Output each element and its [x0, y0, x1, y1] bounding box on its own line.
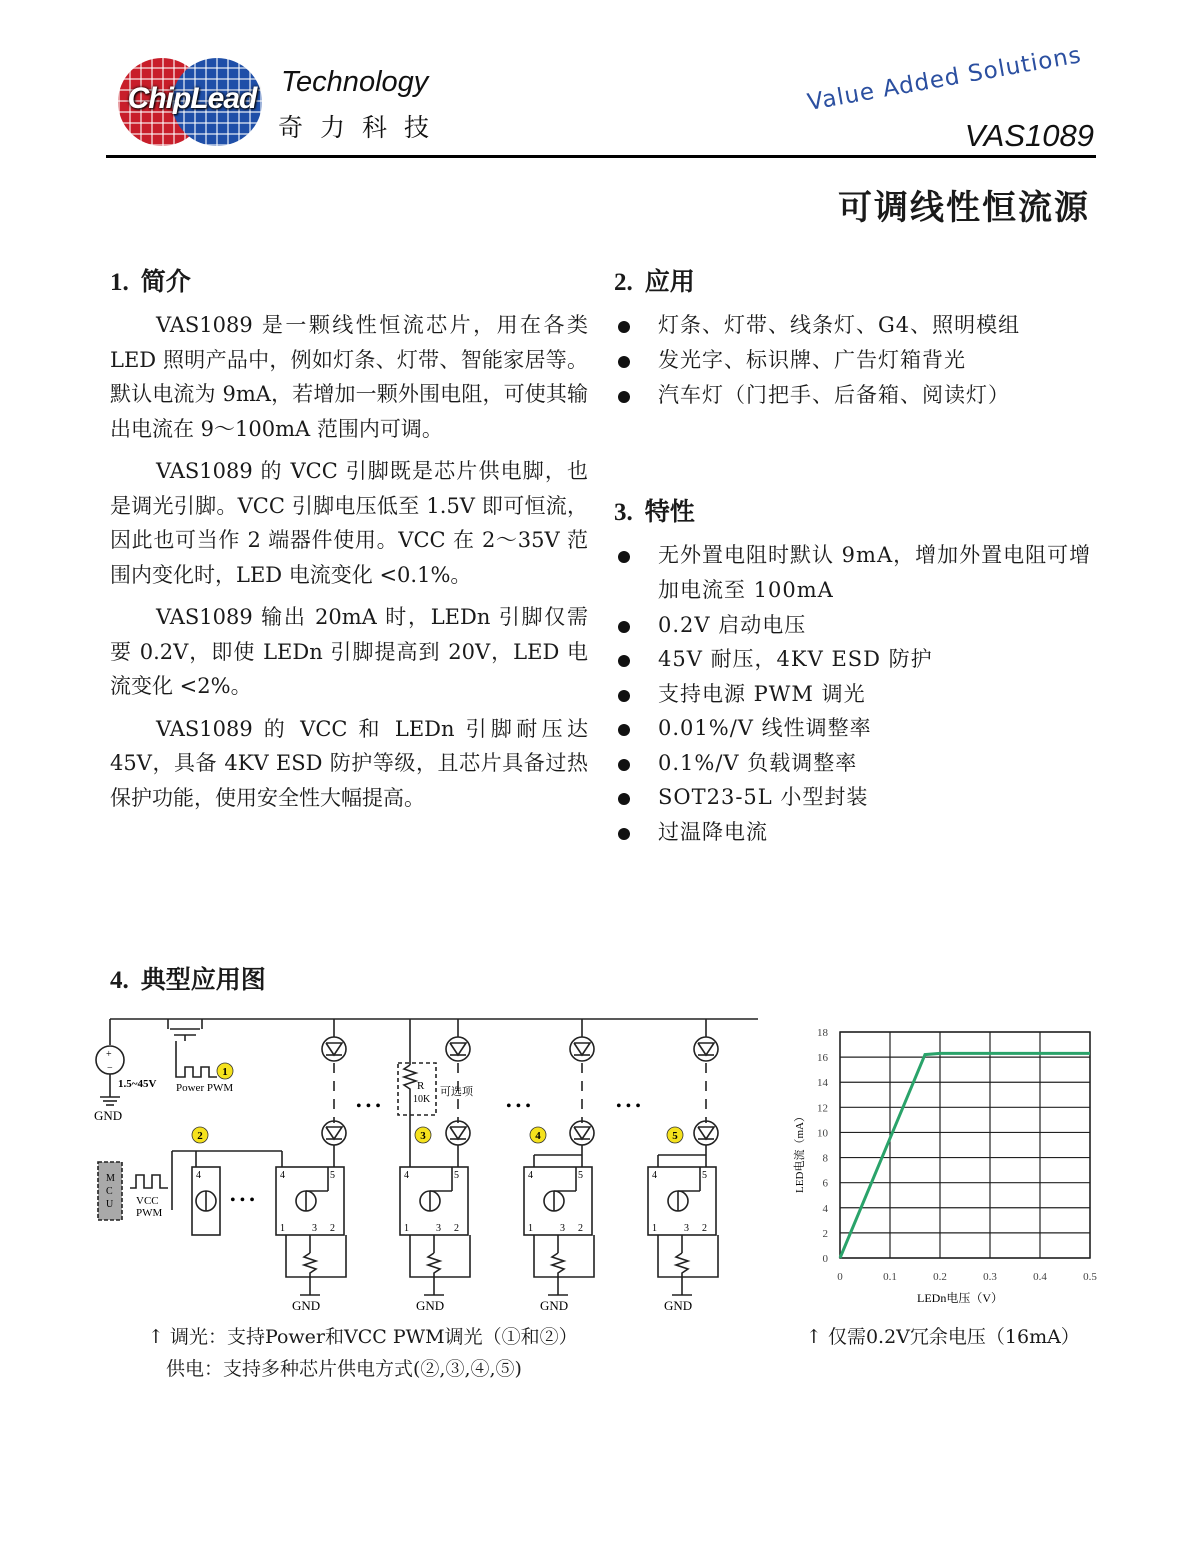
chart-caption: ↑ 仅需0.2V冗余电压（16mA）: [806, 1326, 1080, 1348]
pin-label: 3: [684, 1223, 689, 1234]
ellipsis: • • •: [616, 1098, 641, 1115]
marker-label: 5: [672, 1130, 678, 1142]
feature-text: 0.01%/V 线性调整率: [658, 716, 872, 740]
pin-label: 4: [280, 1170, 285, 1181]
chart-y-tick-label: 10: [817, 1127, 828, 1140]
header-divider: [106, 155, 1096, 158]
intro-paragraph: VAS1089 的 VCC 引脚既是芯片供电脚，也是调光引脚。VCC 引脚电压低至 1.5V 即可恒流，因此也可当作 2 端器件使用。VCC 在 2～35V 范围内变化时，LED 电流变化 <0.1%。: [110, 459, 588, 587]
iv-curve-chart: [780, 1010, 1110, 1310]
section-apps-heading: [614, 262, 695, 298]
pin-label: 4: [528, 1170, 533, 1181]
feature-list-item: [618, 746, 1098, 781]
section-number: 4.: [110, 967, 129, 994]
bullet-icon: [618, 391, 630, 403]
feature-list-item: [618, 642, 1098, 677]
intro-paragraph: VAS1089 输出 20mA 时，LEDn 引脚仅需要 0.2V，即使 LEDn 引脚提高到 20V，LED 电流变化 <2%。: [110, 605, 588, 698]
feature-list-item: [618, 538, 1098, 607]
intro-paragraph: VAS1089 是一颗线性恒流芯片，用在各类 LED 照明产品中，例如灯条、灯带、智能家居等。默认电流为 9mA，若增加一颗外围电阻，可使其输出电流在 9～100mA 范围内可调。: [110, 313, 588, 441]
pin-label: 2: [702, 1223, 707, 1234]
chart-y-tick-label: 14: [817, 1077, 828, 1090]
section-intro-heading: [110, 262, 191, 298]
pin-label: 2: [578, 1223, 583, 1234]
pin-label: 2: [454, 1223, 459, 1234]
pin-label: 1: [280, 1223, 285, 1234]
bullet-icon: [618, 621, 630, 633]
chart-x-tick-label: 0.2: [933, 1271, 947, 1283]
bullet-icon: [618, 828, 630, 840]
pin-label: 3: [436, 1223, 441, 1234]
ellipsis: • • •: [506, 1098, 531, 1115]
pin-label: 5: [454, 1170, 459, 1181]
chart-plot-frame: [840, 1032, 1090, 1258]
bullet-icon: [618, 759, 630, 771]
section-title: 典型应用图: [140, 965, 266, 994]
pin-label: 3: [312, 1223, 317, 1234]
feature-text: 支持电源 PWM 调光: [658, 682, 866, 706]
diagram-caption-supply: 供电：支持多种芯片供电方式(②,③,④,⑤): [166, 1358, 522, 1380]
gnd-label: GND: [540, 1298, 569, 1313]
chart-x-tick-label: 0.5: [1083, 1271, 1097, 1283]
supply-voltage-label: 1.5~45V: [118, 1078, 157, 1090]
pwm-label: PWM: [136, 1207, 163, 1219]
chart-y-tick-label: 8: [822, 1152, 828, 1165]
app-list-item: [618, 343, 1098, 378]
feature-text: 45V 耐压，4KV ESD 防护: [658, 647, 933, 671]
pin-label: 4: [652, 1170, 657, 1181]
vcc-label: VCC: [136, 1195, 159, 1207]
pin-label: 1: [404, 1223, 409, 1234]
pin-label: 5: [578, 1170, 583, 1181]
mcu-letter-c: C: [106, 1186, 113, 1197]
section-title: 简介: [140, 267, 191, 296]
chart-y-tick-label: 2: [822, 1227, 828, 1240]
app-text: 发光字、标识牌、广告灯箱背光: [658, 348, 966, 372]
chart-y-label: LED电流（mA）: [794, 1111, 806, 1193]
resistor-value: 10K: [413, 1094, 431, 1105]
optional-label: 可选项: [440, 1086, 473, 1098]
intro-paragraph: VAS1089 的 VCC 和 LEDn 引脚耐压达 45V，具备 4KV ESD 防护等级，且芯片具备过热保护功能，使用安全性大幅提高。: [110, 716, 588, 810]
logo-wordmark: ChipLead: [127, 82, 257, 115]
brand-english: Technology: [281, 66, 429, 98]
ellipsis: • • •: [356, 1098, 381, 1115]
diagram-caption-dimming: ↑ 调光：支持Power和VCC PWM调光（①和②）: [148, 1326, 578, 1348]
chart-series-line: [840, 1053, 1090, 1258]
pin-label: 4: [404, 1170, 409, 1181]
feature-list-item: [618, 815, 1098, 850]
pin-label: 4: [196, 1170, 201, 1181]
marker-label: 3: [420, 1130, 426, 1142]
bullet-icon: [618, 356, 630, 368]
bullet-icon: [618, 690, 630, 702]
marker-label: 2: [197, 1130, 203, 1142]
chart-y-tick-label: 18: [817, 1027, 828, 1039]
mcu-letter-m: M: [106, 1173, 115, 1184]
resistor-r-label: R: [417, 1080, 425, 1092]
application-circuit-diagram: [90, 1005, 770, 1315]
document-title: 可调线性恒流源: [838, 188, 1090, 228]
app-text: 灯条、灯带、线条灯、G4、照明模组: [658, 313, 1021, 337]
pin-label: 5: [330, 1170, 335, 1181]
marker-label: 4: [535, 1130, 541, 1142]
gnd-label: GND: [664, 1298, 693, 1313]
section-title: 特性: [644, 497, 695, 526]
section-features-heading: [614, 492, 695, 528]
app-list-item: [618, 378, 1098, 413]
section-title: 应用: [644, 267, 695, 296]
model-number: VAS1089: [964, 118, 1094, 153]
ellipsis: • • •: [230, 1192, 255, 1209]
gnd-label: GND: [416, 1298, 445, 1313]
slogan: Value Added Solutions: [805, 42, 1084, 117]
pin-label: 1: [528, 1223, 533, 1234]
app-text: 汽车灯（门把手、后备箱、阅读灯）: [658, 383, 1010, 407]
chart-y-tick-label: 16: [817, 1052, 828, 1065]
pin-label: 5: [702, 1170, 707, 1181]
pin-label: 3: [560, 1223, 565, 1234]
plus-sign: +: [106, 1049, 112, 1060]
gnd-label: GND: [94, 1108, 123, 1123]
feature-list-item: [618, 608, 1098, 643]
chart-y-tick-label: 12: [817, 1102, 828, 1115]
feature-list-item: [618, 677, 1098, 712]
section-number: 3.: [614, 499, 633, 526]
bullet-icon: [618, 724, 630, 736]
feature-text: SOT23-5L 小型封装: [658, 785, 869, 809]
bullet-icon: [618, 793, 630, 805]
chart-x-tick-label: 0.1: [883, 1271, 897, 1283]
chart-x-tick-label: 0: [837, 1271, 843, 1283]
power-pwm-label: Power PWM: [176, 1082, 234, 1094]
section-number: 2.: [614, 269, 633, 296]
chart-ticks: [817, 1027, 1097, 1283]
pin-label: 2: [330, 1223, 335, 1234]
chart-y-tick-label: 4: [822, 1202, 828, 1215]
marker-label: 1: [222, 1066, 228, 1078]
gnd-label: GND: [292, 1298, 321, 1313]
feature-text: 0.1%/V 负载调整率: [658, 751, 858, 775]
pin-label: 1: [652, 1223, 657, 1234]
feature-text: 无外置电阻时默认 9mA，增加外置电阻可增加电流至 100mA: [658, 543, 1092, 602]
chart-x-label: LEDn电压（V）: [917, 1291, 1003, 1305]
chart-y-tick-label: 6: [822, 1177, 828, 1190]
mcu-letter-u: U: [106, 1199, 114, 1210]
feature-list-item: [618, 780, 1098, 815]
intro-text: [110, 308, 588, 823]
minus-sign: −: [107, 1063, 113, 1074]
section-number: 1.: [110, 269, 129, 296]
bullet-icon: [618, 655, 630, 667]
chart-x-tick-label: 0.3: [983, 1271, 997, 1283]
app-list-item: [618, 308, 1098, 343]
bullet-icon: [618, 321, 630, 333]
feature-text: 过温降电流: [658, 820, 768, 844]
chart-grid: [840, 1032, 1090, 1258]
bullet-icon: [618, 551, 630, 563]
feature-list-item: [618, 711, 1098, 746]
brand-chinese: 奇力科技: [278, 113, 447, 142]
chart-x-tick-label: 0.4: [1033, 1271, 1047, 1283]
chart-y-tick-label: 0: [822, 1253, 828, 1265]
feature-text: 0.2V 启动电压: [658, 613, 807, 637]
section-typical-heading: [110, 960, 266, 996]
chart-series: [840, 1053, 1090, 1258]
